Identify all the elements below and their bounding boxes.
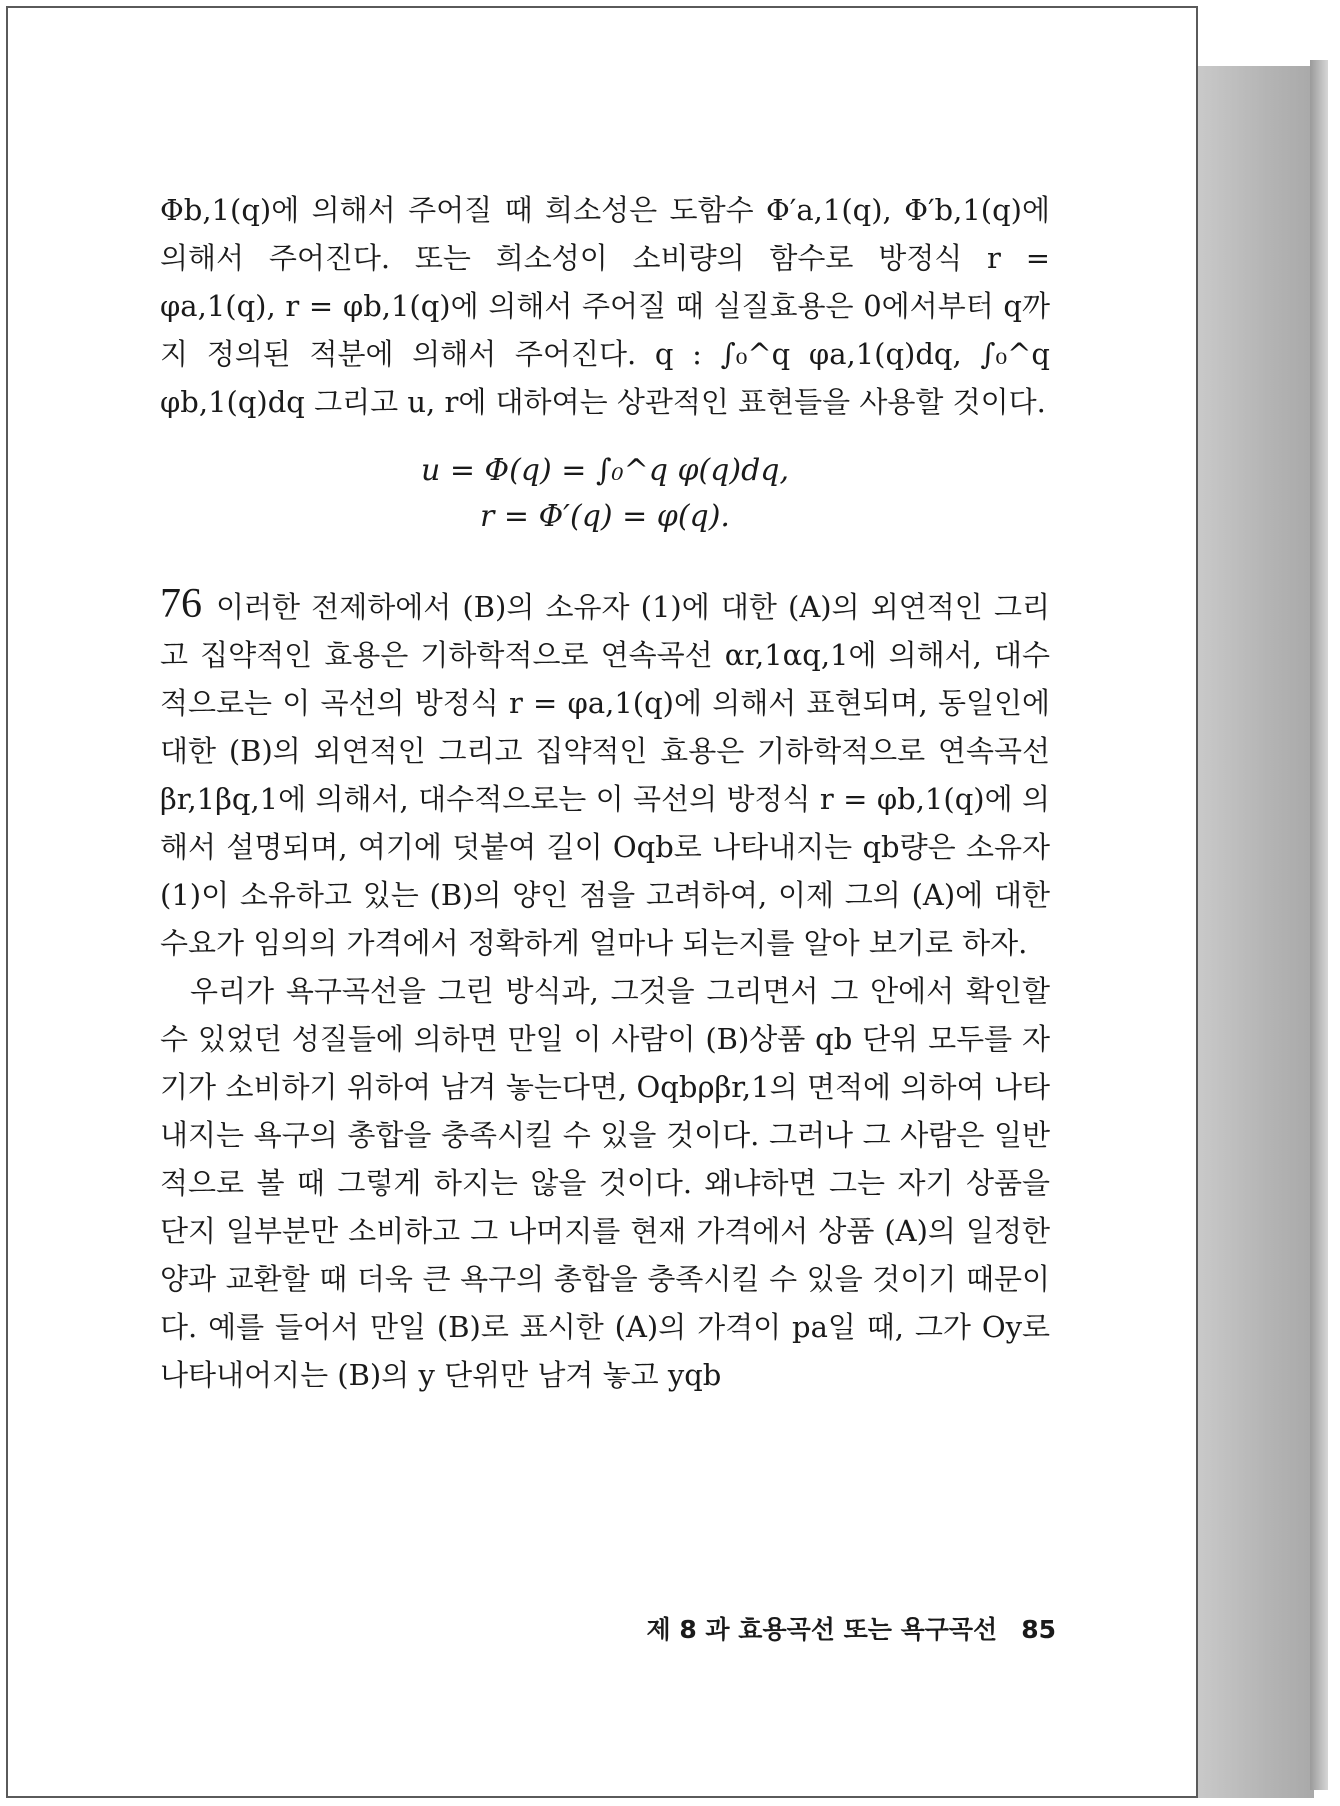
section-76-text: 이러한 전제하에서 (B)의 소유자 (1)에 대한 (A)의 외연적인 그리고 집약적인 효용은 기하학적으로 연속곡선 αr,1αq,1에 의해서, 대수적으로는 이 곡선의 방정식 r = φa,1(q)에 의해서 표현되며, 동일인에 대한 (B)의 외연적인 그리고 집약적인 효용은 기하학적으로 연속곡선 βr,1βq,1에 의해서, 대수적으로는 이 곡선의 방정식 r = φb,1(q)에 의해서 설명되며, 여기에 덧붙여 길이 Oqb로 나타내지는 qb량은 소유자 (1)이 소유하고 있는 (B)의 양인 점을 고려하여, 이제 그의 (A)에 대한 수요가 임의의 가격에서 정확하게 얼마나 되는지를 알아 보기로 하자. [160,590,1050,960]
book-spine [1198,6,1314,1798]
page-number: 85 [1021,1615,1056,1644]
paragraph-desire-curve: 우리가 욕구곡선을 그린 방식과, 그것을 그리면서 그 안에서 확인할 수 있었던 성질들에 의하면 만일 이 사람이 (B)상품 qb 단위 모두를 자기가 소비하기 위하여 남겨 놓는다면, Oqbρβr,1의 면적에 의하여 나타내지는 욕구의 총합을 충족시킬 수 있을 것이다. 그러나 그 사람은 일반적으로 볼 때 그렇게 하지는 않을 것이다. 왜냐하면 그는 자기 상품을 단지 일부분만 소비하고 그 나머지를 현재 가격에서 상품 (A)의 일정한 양과 교환할 때 더욱 큰 욕구의 총합을 충족시킬 수 있을 것이기 때문이다. 예를 들어서 만일 (B)로 표시한 (A)의 가격이 pa일 때, 그가 Oy로 나타내어지는 (B)의 y 단위만 남겨 놓고 yqb [160,974,1050,1392]
equation-line-2: r = Φ′(q) = φ(q). [480,499,730,534]
book-spine-edge [1310,60,1328,1790]
book-spine-top [1198,6,1314,66]
equation-line-1: u = Φ(q) = ∫₀^q φ(q)dq, [420,453,790,488]
page-body [160,186,1050,1399]
page-footer [636,1610,1056,1646]
running-footer-chapter: 제 8 과 효용곡선 또는 욕구곡선 [646,1615,998,1644]
section-76-paragraph [160,580,1050,967]
equation-block [160,448,1050,540]
paragraph-intro: Φb,1(q)에 의해서 주어질 때 희소성은 도함수 Φ′a,1(q), Φ′b,1(q)에 의해서 주어진다. 또는 희소성이 소비량의 함수로 방정식 r = φa,1(q), r = φb,1(q)에 의해서 주어질 때 실질효용은 0에서부터 q까지 정의된 적분에 의해서 주어진다. q : ∫₀^q φa,1(q)dq, ∫₀^q φb,1(q)dq 그리고 u, r에 대하여는 상관적인 표현들을 사용할 것이다. [160,193,1050,419]
section-number: 76 [160,581,202,627]
